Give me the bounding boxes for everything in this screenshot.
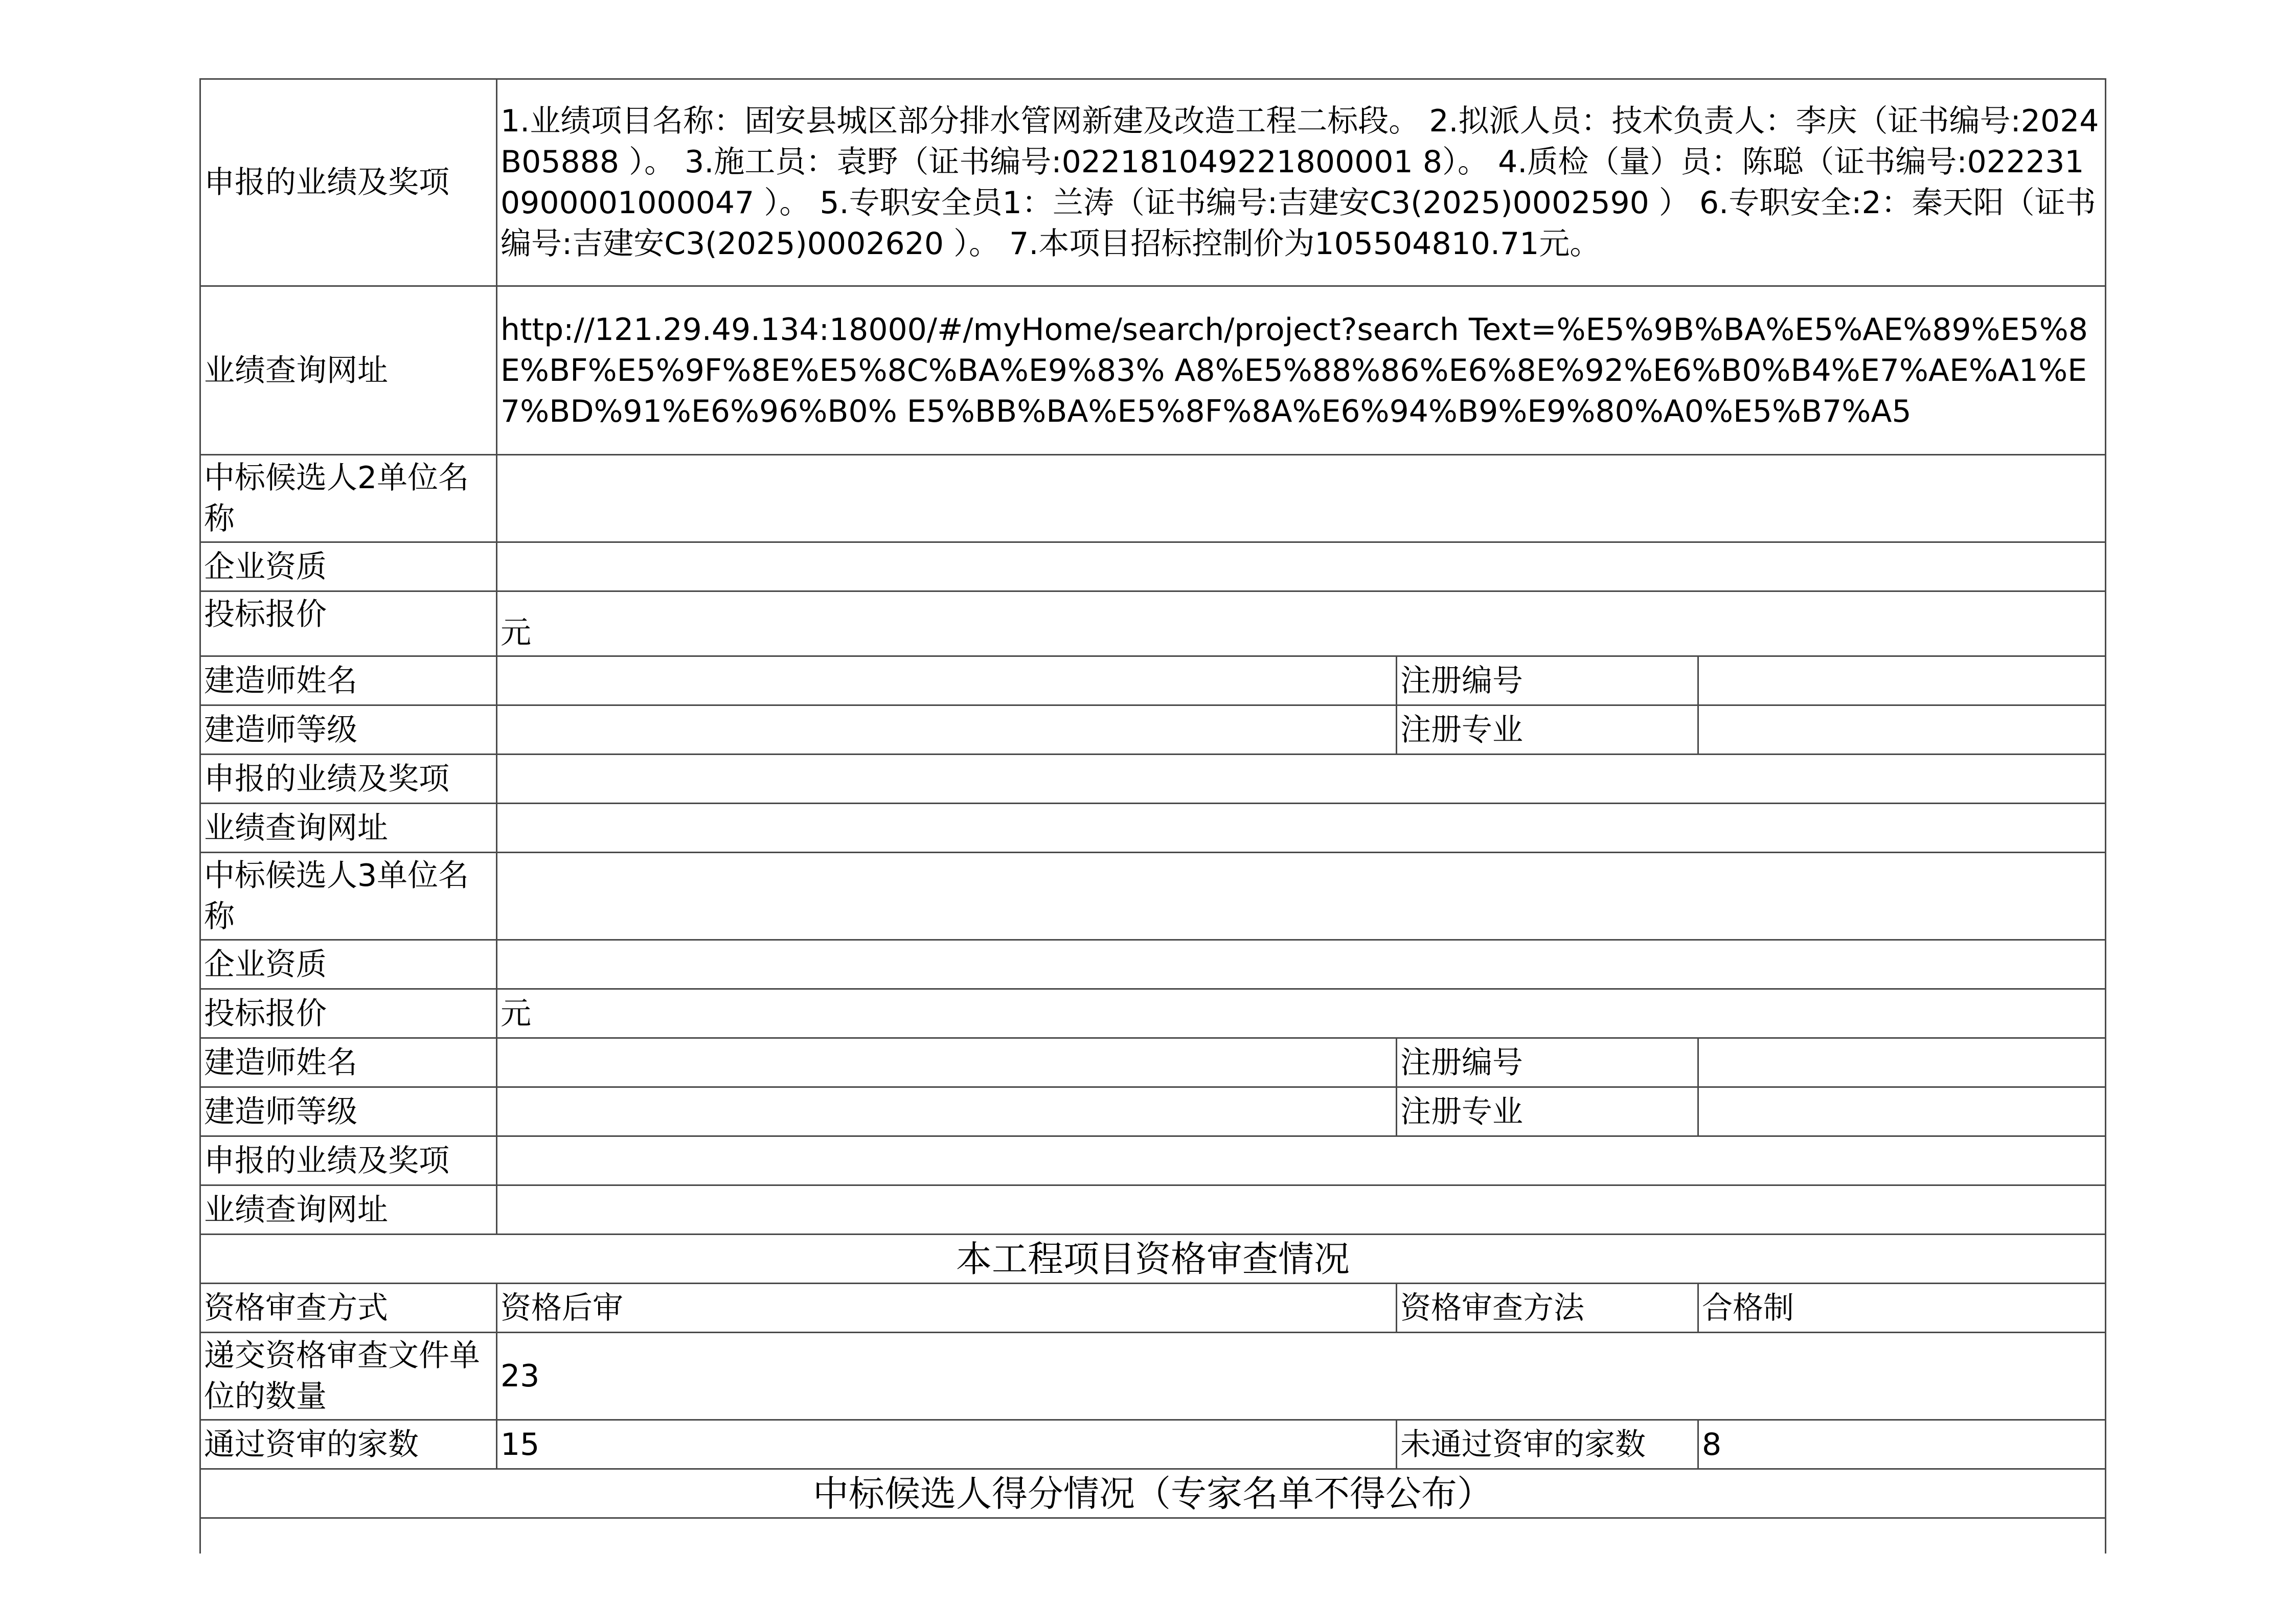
review-method-label: 资格审查方式	[200, 1284, 497, 1333]
c1-url-value[interactable]: http://121.29.49.134:18000/#/myHome/search/project?search Text=%E5%9B%BA%E5%AE%89%E5%8E%BF%E5%9F%8E%E5%8C%BA%E9%83% A8%E5%88%86%E6%8E%92%E6%B0%B4%E7%AE%A1%E7%BD%91%E6%96%B0% E5%BB%BA%E5%8F%8A%E6%94%B9%E9%80%A0%E5%B7%A5	[497, 286, 2106, 455]
c3-reg-no-label: 注册编号	[1397, 1038, 1698, 1087]
c3-builder-name-row	[200, 1038, 2106, 1087]
c2-bid-value: 元	[497, 591, 2106, 656]
submitted-count-row	[200, 1333, 2106, 1420]
c3-name-value	[497, 853, 2106, 940]
c3-builder-grade-label: 建造师等级	[200, 1087, 497, 1136]
c2-builder-name-value	[497, 656, 1397, 705]
c3-qualification-value	[497, 940, 2106, 989]
c1-url-label: 业绩查询网址	[200, 286, 497, 455]
c2-url-label: 业绩查询网址	[200, 804, 497, 853]
submitted-count-label: 递交资格审查文件单位的数量	[200, 1333, 497, 1420]
c2-reg-major-label: 注册专业	[1397, 705, 1698, 755]
review-approach-label: 资格审查方法	[1397, 1284, 1698, 1333]
c3-url-row	[200, 1185, 2106, 1235]
review-approach-value: 合格制	[1698, 1284, 2106, 1333]
c2-bid-label: 投标报价	[200, 591, 497, 656]
c2-url-value	[497, 804, 2106, 853]
c3-url-label: 业绩查询网址	[200, 1185, 497, 1235]
review-method-value: 资格后审	[497, 1284, 1397, 1333]
c2-builder-grade-row	[200, 705, 2106, 755]
c1-performance-label: 申报的业绩及奖项	[200, 79, 497, 286]
c2-performance-row	[200, 755, 2106, 804]
c3-performance-value	[497, 1136, 2106, 1185]
c3-reg-no-value	[1698, 1038, 2106, 1087]
c3-name-label: 中标候选人3单位名称	[200, 853, 497, 940]
c3-reg-major-label: 注册专业	[1397, 1087, 1698, 1136]
c2-qualification-row	[200, 542, 2106, 591]
c3-performance-label: 申报的业绩及奖项	[200, 1136, 497, 1185]
c3-qualification-label: 企业资质	[200, 940, 497, 989]
c2-bid-row	[200, 591, 2106, 656]
c2-qualification-label: 企业资质	[200, 542, 497, 591]
pass-fail-row	[200, 1420, 2106, 1469]
c2-qualification-value	[497, 542, 2106, 591]
c2-reg-major-value	[1698, 705, 2106, 755]
passed-count-value: 15	[497, 1420, 1397, 1469]
c2-reg-no-label: 注册编号	[1397, 656, 1698, 705]
c3-bid-label: 投标报价	[200, 989, 497, 1038]
c2-builder-grade-value	[497, 705, 1397, 755]
c3-name-row	[200, 853, 2106, 940]
c2-reg-no-value	[1698, 656, 2106, 705]
failed-count-label: 未通过资审的家数	[1397, 1420, 1698, 1469]
c2-name-label: 中标候选人2单位名称	[200, 455, 497, 542]
c2-url-row	[200, 804, 2106, 853]
c2-performance-label: 申报的业绩及奖项	[200, 755, 497, 804]
c3-bid-value: 元	[497, 989, 2106, 1038]
scoring-continuation-row	[200, 1518, 2106, 1554]
failed-count-value: 8	[1698, 1420, 2106, 1469]
qualification-section-row	[200, 1235, 2106, 1284]
c3-builder-grade-row	[200, 1087, 2106, 1136]
c2-builder-name-label: 建造师姓名	[200, 656, 497, 705]
c2-builder-name-row	[200, 656, 2106, 705]
c1-url-row	[200, 286, 2106, 455]
c2-name-value	[497, 455, 2106, 542]
c3-builder-name-value	[497, 1038, 1397, 1087]
c3-qualification-row	[200, 940, 2106, 989]
c3-url-value	[497, 1185, 2106, 1235]
c3-bid-row	[200, 989, 2106, 1038]
scoring-section-title: 中标候选人得分情况（专家名单不得公布）	[200, 1469, 2106, 1518]
qualification-section-title: 本工程项目资格审查情况	[200, 1235, 2106, 1284]
scoring-continuation-cell	[200, 1518, 2106, 1554]
submitted-count-value: 23	[497, 1333, 2106, 1420]
c3-reg-major-value	[1698, 1087, 2106, 1136]
c3-builder-grade-value	[497, 1087, 1397, 1136]
passed-count-label: 通过资审的家数	[200, 1420, 497, 1469]
c2-builder-grade-label: 建造师等级	[200, 705, 497, 755]
bid-result-table	[199, 78, 2106, 1554]
c3-performance-row	[200, 1136, 2106, 1185]
c2-name-row	[200, 455, 2106, 542]
review-method-row	[200, 1284, 2106, 1333]
c2-performance-value	[497, 755, 2106, 804]
c1-performance-row	[200, 79, 2106, 286]
c3-builder-name-label: 建造师姓名	[200, 1038, 497, 1087]
c1-performance-value: 1.业绩项目名称：固安县城区部分排水管网新建及改造工程二标段。 2.拟派人员：技术负责人：李庆（证书编号:2024B05888 ）。 3.施工员：袁野（证书编号:022181049221800001 8）。 4.质检（量）员：陈聪（证书编号:0222310900001000047 ）。 5.专职安全员1：兰涛（证书编号:吉建安C3(2025)0002590 ） 6.专职安全:2：秦天阳（证书编号:吉建安C3(2025)0002620 ）。 7.本项目招标控制价为105504810.71元。	[497, 79, 2106, 286]
scoring-section-row	[200, 1469, 2106, 1518]
